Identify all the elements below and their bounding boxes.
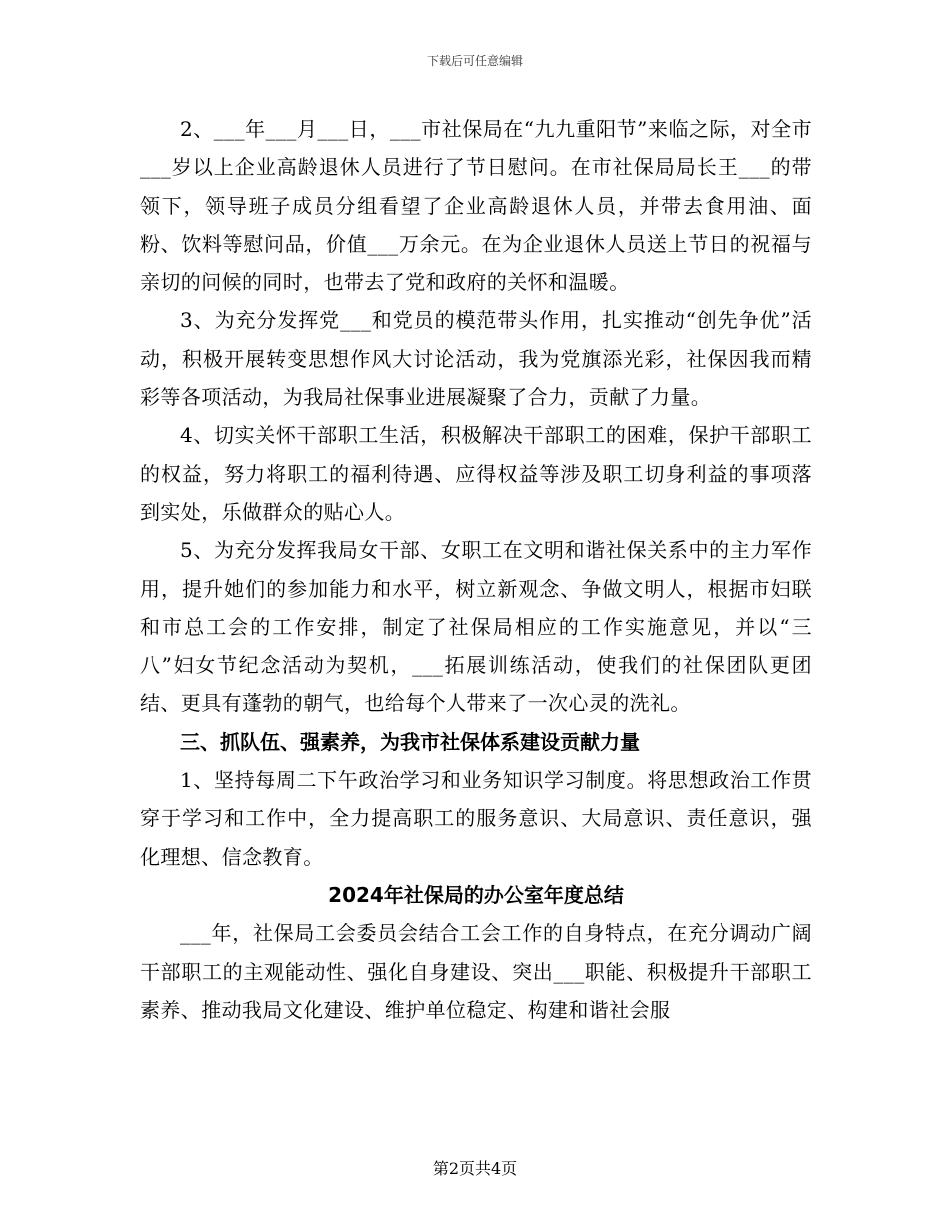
paragraph-item-4: 4、切实关怀干部职工生活，积极解决干部职工的困难，保护干部职工的权益，努力将职工的福利待遇、应得权益等涉及职工切身利益的事项落到实处，乐做群众的贴心人。 <box>140 423 812 524</box>
page-number: 第2页共4页 <box>432 1159 518 1178</box>
page-header-note: 下载后可任意编辑 <box>426 54 523 68</box>
document-body <box>140 110 812 1029</box>
paragraph-item-3: 3、为充分发挥党___和党员的模范带头作用，扎实推动“创先争优”活动，积极开展转变思想作风大讨论活动，我为党旗添光彩，社保因我而精彩等各项活动，为我局社保事业进展凝聚了合力，贡献了力量。 <box>140 308 812 410</box>
paragraph-section-3-item-1: 1、坚持每周二下午政治学习和业务知识学习制度。将思想政治工作贯穿于学习和工作中，全力提高职工的服务意识、大局意识、责任意识，强化理想、信念教育。 <box>140 768 812 869</box>
document-title: 2024年社保局的办公室年度总结 <box>328 882 624 907</box>
paragraph-item-5: 5、为充分发挥我局女干部、女职工在文明和谐社保关系中的主力军作用，提升她们的参加能力和水平，树立新观念、争做文明人，根据市妇联和市总工会的工作安排，制定了社保局相应的工作实施意见，并以“三八”妇女节纪念活动为契机，___拓展训练活动，使我们的社保团队更团结、更具有蓬勃的朝气，也给每个人带来了一次心灵的洗礼。 <box>140 538 812 716</box>
section-heading: 三、抓队伍、强素养，为我市社保体系建设贡献力量 <box>180 729 640 754</box>
paragraph-item-2: 2、___年___月___日，___市社保局在“九九重阳节”来临之际，对全市___岁以上企业高龄退休人员进行了节日慰问。在市社保局局长王___的带领下，领导班子成员分组看望了企业高龄退休人员，并带去食用油、面粉、饮料等慰问品，价值___万余元。在为企业退休人员送上节日的祝福与亲切的问候的同时，也带去了党和政府的关怀和温暖。 <box>140 117 812 295</box>
paragraph-intro: ___年，社保局工会委员会结合工会工作的自身特点，在充分调动广阔干部职工的主观能动性、强化自身建设、突出___职能、积极提升干部职工素养、推动我局文化建设、维护单位稳定、构建和谐社会服 <box>140 921 812 1022</box>
